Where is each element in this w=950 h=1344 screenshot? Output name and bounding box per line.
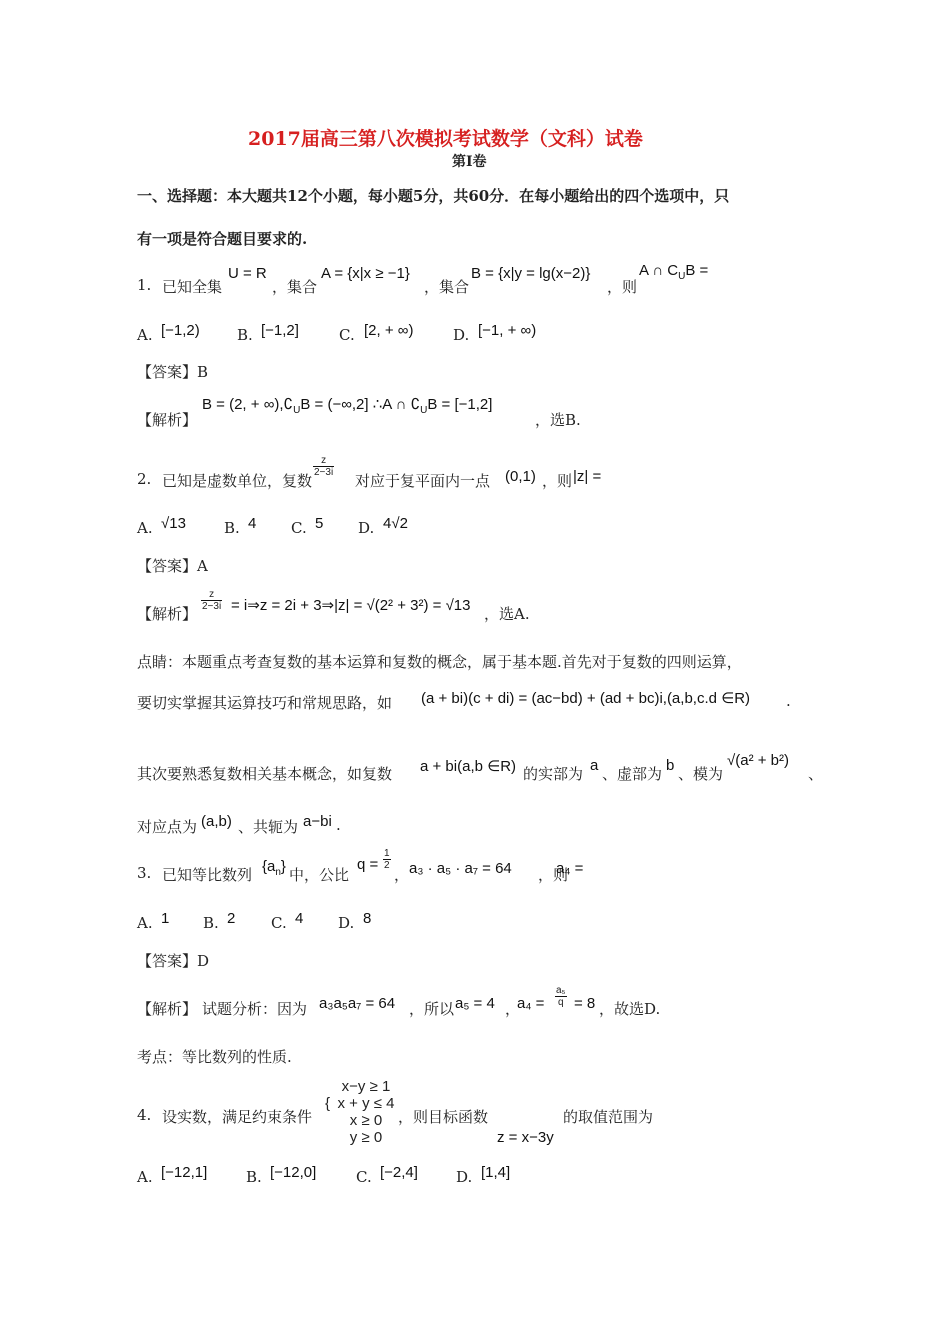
question-3-analysis-text-a: 试题分析：因为 xyxy=(202,1000,308,1018)
option-value: [−1,2) xyxy=(161,322,200,339)
question-2-fraction xyxy=(313,455,334,478)
option-value: 5 xyxy=(315,515,324,532)
question-2-note-line3-b: 的实部为 xyxy=(523,765,584,783)
question-2-note-line4-b: 、共轭为 xyxy=(238,818,299,836)
option-value: 4 xyxy=(248,515,257,532)
fraction-denominator: q xyxy=(558,997,564,1008)
section-instructions-line2: 有一项是符合题目要求的. xyxy=(137,230,308,248)
answer-label: 【答案】 xyxy=(137,557,198,575)
fraction-numerator: a₅ xyxy=(556,985,566,996)
fraction-denominator: 2−3i xyxy=(314,467,334,478)
question-3-kaodian: 考点：等比数列的性质. xyxy=(137,1048,292,1066)
option-value: √13 xyxy=(161,515,186,532)
question-1-answer xyxy=(137,361,208,382)
question-2-note-line4-math-b: a−bi xyxy=(303,813,332,830)
question-1-math-target-sub: U xyxy=(678,271,686,282)
question-2-options xyxy=(137,515,837,539)
option-value: 2 xyxy=(227,910,236,927)
question-1-math-target-main: A ∩ C xyxy=(639,262,679,279)
option-value: [−1, + ∞) xyxy=(478,322,537,339)
question-2-analysis-fraction xyxy=(201,589,222,612)
question-1-math-target-end: B = xyxy=(685,262,709,279)
constraint-line: x + y ≤ 4 xyxy=(337,1095,395,1112)
question-2-note-line3-a: 其次要熟悉复数相关基本概念，如复数 xyxy=(137,765,393,783)
constraint-line: x ≥ 0 xyxy=(349,1112,383,1129)
question-2-note-line3-c: 、虚部为 xyxy=(602,765,663,783)
analysis-math-b: B = (−∞,2] ∴A ∩ ∁ xyxy=(300,396,421,413)
answer-label: 【答案】 xyxy=(137,952,198,970)
question-4-number: 4. xyxy=(137,1106,152,1124)
question-3-analysis-math-d: = 8 xyxy=(574,995,596,1012)
question-1-analysis-label: 【解析】 xyxy=(137,411,198,429)
option-label: C. xyxy=(339,326,355,344)
question-3-analysis-fraction xyxy=(555,985,567,1008)
question-2-text-a: 已知是虚数单位，复数 xyxy=(162,472,313,490)
answer-label: 【答案】 xyxy=(137,363,198,381)
analysis-math-a: B = (2, + ∞),∁ xyxy=(202,396,294,413)
question-1-math-set-b: B = {x|y = lg(x−2)} xyxy=(471,265,591,282)
fraction-numerator: 1 xyxy=(384,848,390,859)
question-3-text-b: 中，公比 xyxy=(289,866,350,884)
question-2-note-line3-math-c: b xyxy=(666,757,675,774)
option-value: 1 xyxy=(161,910,170,927)
option-value: [1,4] xyxy=(481,1164,511,1181)
question-2-text-b: 对应于复平面内一点 xyxy=(355,472,491,490)
question-4-text-b: ，则目标函数 xyxy=(398,1108,489,1126)
question-2-note-line2-text: 要切实掌握其运算技巧和常规思路，如 xyxy=(137,694,393,712)
question-3-text-d: ，则 xyxy=(538,866,569,884)
option-label: B. xyxy=(237,326,253,344)
question-4-text-c: 的取值范围为 xyxy=(563,1108,654,1126)
option-label: A. xyxy=(137,519,153,537)
question-3-math-seq xyxy=(262,858,286,878)
question-2-note-line3-math-d: √(a² + b²) xyxy=(727,752,789,769)
fraction-denominator: 2 xyxy=(384,860,390,871)
constraint-line: y ≥ 0 xyxy=(349,1129,383,1146)
question-1-analysis-math xyxy=(202,395,492,416)
question-1-math-set-a: A = {x|x ≥ −1} xyxy=(321,265,410,282)
question-2-note-line4-math-a: (a,b) xyxy=(201,813,232,830)
question-2-note-line1: 点睛：本题重点考查复数的基本运算和复数的概念，属于基本题.首先对于复数的四则运算， xyxy=(137,653,742,671)
question-3-answer xyxy=(137,950,209,971)
option-label: A. xyxy=(137,326,153,344)
question-2-note-line3-math-a: a + bi(a,b ∈R) xyxy=(420,758,517,775)
option-label: D. xyxy=(453,326,470,344)
seq-open: {a xyxy=(262,858,276,875)
option-label: D. xyxy=(358,519,375,537)
question-1-number: 1. xyxy=(137,276,152,294)
option-label: A. xyxy=(137,914,153,932)
question-2-analysis-math: = i⇒z = 2i + 3⇒|z| = √(2² + 3²) = √13 xyxy=(231,597,471,614)
question-3-analysis-math-b: a₅ = 4 xyxy=(455,995,495,1012)
section-instructions-line1: 一、选择题：本大题共12个小题，每小题5分，共60分．在每小题给出的四个选项中，只 xyxy=(137,187,730,205)
question-3-math-q: q = xyxy=(357,856,379,873)
question-1-text-d: ，则 xyxy=(607,278,638,296)
question-2-analysis-end: ，选A. xyxy=(484,605,530,623)
option-label: B. xyxy=(246,1168,262,1186)
question-1-math-target xyxy=(639,262,708,282)
option-label: C. xyxy=(271,914,287,932)
option-value: 4 xyxy=(295,910,304,927)
option-label: C. xyxy=(356,1168,372,1186)
question-3-analysis-math-c: a₄ = xyxy=(517,995,545,1012)
question-1-text-a: 已知全集 xyxy=(162,278,223,296)
question-3-math-product: a₃ · a₅ · a₇ = 64 xyxy=(409,860,512,877)
page-title: 2017届高三第八次模拟考试数学（文科）试卷 xyxy=(248,128,643,150)
fraction-numerator: z xyxy=(201,589,222,601)
question-1-math-universe: U = R xyxy=(228,265,267,282)
question-3-math-target: a₄ = xyxy=(556,860,584,877)
option-value: [2, + ∞) xyxy=(364,322,414,339)
question-2-note-line4-a: 对应点为 xyxy=(137,818,198,836)
question-2-analysis-label: 【解析】 xyxy=(137,605,198,623)
question-1-text-b: ，集合 xyxy=(272,278,318,296)
question-4-constraints xyxy=(332,1078,400,1146)
question-2-number: 2. xyxy=(137,470,152,488)
question-1-analysis-end: ，选B. xyxy=(535,411,581,429)
option-label: B. xyxy=(203,914,219,932)
question-4-text-a: 设实数，满足约束条件 xyxy=(162,1108,313,1126)
question-2-math-point: (0,1) xyxy=(505,468,536,485)
seq-sub: n xyxy=(275,867,281,878)
question-2-note-line4-end: . xyxy=(336,816,341,834)
question-2-note-line2-end: . xyxy=(786,692,791,710)
analysis-math-a-sub: U xyxy=(293,405,301,416)
question-2-text-c: ，则 xyxy=(542,472,573,490)
page-subtitle: 第Ⅰ卷 xyxy=(452,154,487,170)
option-label: B. xyxy=(224,519,240,537)
question-2-note-line3-e: 、 xyxy=(808,765,824,783)
answer-value: D xyxy=(197,952,210,970)
option-value: [−2,4] xyxy=(380,1164,418,1181)
question-2-note-line3-d: 、模为 xyxy=(678,765,724,783)
option-value: [−12,0] xyxy=(270,1164,317,1181)
analysis-math-c: B = [−1,2] xyxy=(427,396,493,413)
question-4-objective: z = x−3y xyxy=(497,1129,554,1146)
answer-value: B xyxy=(197,363,209,381)
question-2-note-line3-math-b: a xyxy=(590,757,599,774)
fraction-numerator: z xyxy=(313,455,334,467)
seq-close: } xyxy=(280,858,286,875)
question-3-analysis-math-a: a₃a₅a₇ = 64 xyxy=(319,995,396,1012)
question-3-analysis-text-c: ， xyxy=(505,1000,521,1018)
answer-value: A xyxy=(197,557,208,575)
question-1-options xyxy=(137,322,837,346)
question-2-math-modulus: |z| = xyxy=(573,468,602,485)
question-3-options xyxy=(137,910,837,934)
option-value: [−12,1] xyxy=(161,1164,208,1181)
question-4-constraint-brace: { xyxy=(325,1095,331,1112)
question-2-note-line2-math: (a + bi)(c + di) = (ac−bd) + (ad + bc)i,(a,b,c.d ∈R) xyxy=(421,690,751,707)
question-1-text-c: ，集合 xyxy=(424,278,470,296)
option-value: [−1,2] xyxy=(261,322,299,339)
question-3-fraction xyxy=(383,848,391,871)
option-value: 8 xyxy=(363,910,372,927)
question-3-text-c: ， xyxy=(394,866,410,884)
question-2-answer xyxy=(137,555,208,576)
analysis-math-b-sub: U xyxy=(420,405,428,416)
question-4-options xyxy=(137,1164,837,1188)
option-label: C. xyxy=(291,519,307,537)
question-3-analysis-end: ，故选D. xyxy=(599,1000,661,1018)
question-3-analysis-text-b: ，所以 xyxy=(409,1000,455,1018)
option-label: D. xyxy=(338,914,355,932)
fraction-denominator: 2−3i xyxy=(202,601,222,612)
question-3-number: 3. xyxy=(137,864,152,882)
option-value: 4√2 xyxy=(383,515,408,532)
constraint-line: x−y ≥ 1 xyxy=(341,1078,391,1095)
option-label: A. xyxy=(137,1168,153,1186)
question-3-text-a: 已知等比数列 xyxy=(162,866,253,884)
option-label: D. xyxy=(456,1168,473,1186)
question-3-analysis-label: 【解析】 xyxy=(137,1000,198,1018)
